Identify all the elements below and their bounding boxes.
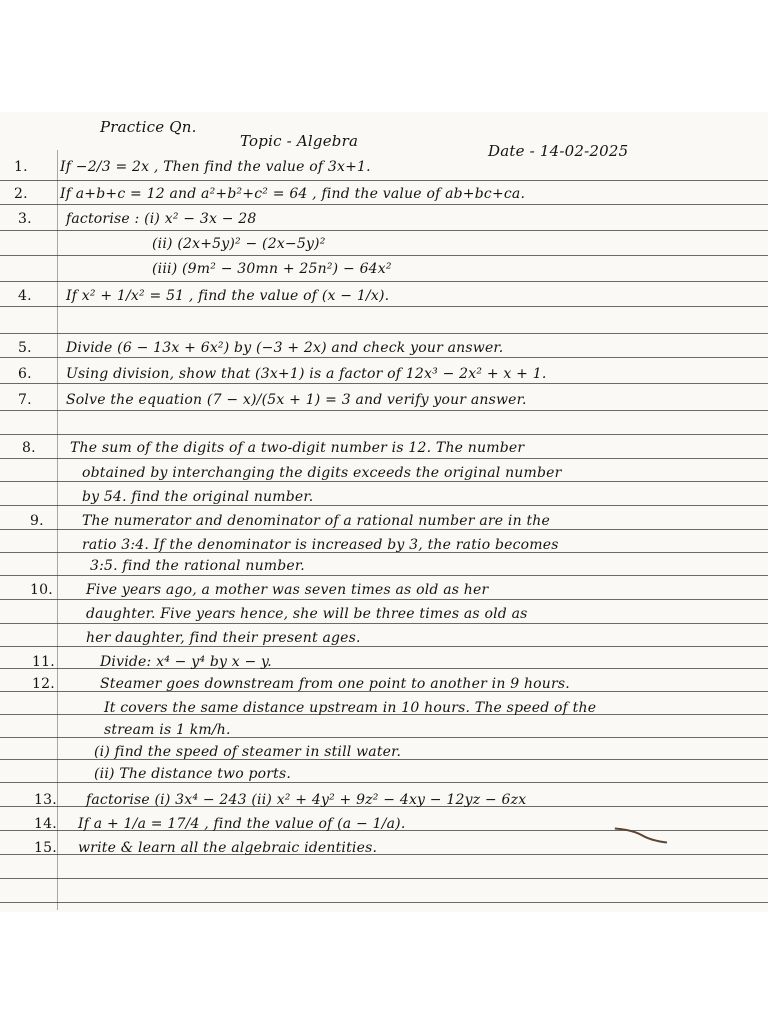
ruled-line xyxy=(0,410,768,411)
question-line: Solve the equation (7 − x)/(5x + 1) = 3 and verify your answer. xyxy=(66,392,527,408)
ruled-line xyxy=(0,180,768,181)
question-line: factorise : (i) x² − 3x − 28 xyxy=(66,211,257,227)
ruled-line xyxy=(0,646,768,647)
ruled-line xyxy=(0,255,768,256)
question-line: If x² + 1/x² = 51 , find the value of (x − 1/x). xyxy=(66,288,390,304)
question-number: 3. xyxy=(18,211,32,227)
question-number: 9. xyxy=(30,513,44,529)
margin-line xyxy=(57,150,58,910)
question-line: her daughter, find their present ages. xyxy=(86,630,361,646)
question-line: The numerator and denominator of a rational number are in the xyxy=(82,513,550,529)
question-line: If −2/3 = 2x , Then find the value of 3x+1. xyxy=(60,159,371,175)
question-line: Divide: x⁴ − y⁴ by x − y. xyxy=(100,654,272,670)
ruled-line xyxy=(0,505,768,506)
question-line: daughter. Five years hence, she will be three times as old as xyxy=(86,606,528,622)
question-line: ratio 3:4. If the denominator is increased by 3, the ratio becomes xyxy=(82,537,559,553)
question-number: 12. xyxy=(32,676,55,692)
ruled-line xyxy=(0,529,768,530)
question-number: 2. xyxy=(14,186,28,202)
question-number: 15. xyxy=(34,840,57,856)
ruled-line xyxy=(0,357,768,358)
ruled-line xyxy=(0,281,768,282)
question-number: 1. xyxy=(14,159,28,175)
question-line: It covers the same distance upstream in 10 hours. The speed of the xyxy=(104,700,597,716)
question-number: 8. xyxy=(22,440,36,456)
question-line: If a+b+c = 12 and a²+b²+c² = 64 , find the value of ab+bc+ca. xyxy=(60,186,526,202)
ruled-line xyxy=(0,458,768,459)
question-number: 14. xyxy=(34,816,57,832)
question-number: 7. xyxy=(18,392,32,408)
question-line: (i) find the speed of steamer in still water. xyxy=(94,744,402,760)
question-line: (ii) (2x+5y)² − (2x−5y)² xyxy=(152,236,326,252)
page-bottom-margin xyxy=(0,912,768,1024)
question-line: factorise (i) 3x⁴ − 243 (ii) x² + 4y² + 9z² − 4xy − 12yz − 6zx xyxy=(86,792,527,808)
ruled-line xyxy=(0,481,768,482)
question-line: The sum of the digits of a two-digit number is 12. The number xyxy=(70,440,525,456)
ruled-line xyxy=(0,230,768,231)
question-number: 11. xyxy=(32,654,55,670)
ruled-line xyxy=(0,434,768,435)
ruled-line xyxy=(0,204,768,205)
ruled-line xyxy=(0,599,768,600)
question-number: 10. xyxy=(30,582,53,598)
question-line: Five years ago, a mother was seven times as old as her xyxy=(86,582,489,598)
question-line: by 54. find the original number. xyxy=(82,489,314,505)
date-label: Date - 14-02-2025 xyxy=(488,142,629,160)
question-line: (ii) The distance two ports. xyxy=(94,766,292,782)
practice-label: Practice Qn. xyxy=(100,118,197,136)
question-line: 3:5. find the rational number. xyxy=(90,558,305,574)
question-line: Divide (6 − 13x + 6x²) by (−3 + 2x) and check your answer. xyxy=(66,340,504,356)
question-line: Using division, show that (3x+1) is a factor of 12x³ − 2x² + x + 1. xyxy=(66,366,547,382)
ruled-line xyxy=(0,878,768,879)
topic-label: Topic - Algebra xyxy=(240,132,359,150)
ruled-line xyxy=(0,575,768,576)
ruled-line xyxy=(0,306,768,307)
ruled-line xyxy=(0,333,768,334)
question-line: Steamer goes downstream from one point to another in 9 hours. xyxy=(100,676,570,692)
ruled-line xyxy=(0,902,768,903)
question-line: If a + 1/a = 17/4 , find the value of (a − 1/a). xyxy=(78,816,406,832)
question-number: 6. xyxy=(18,366,32,382)
ruled-line xyxy=(0,623,768,624)
question-number: 13. xyxy=(34,792,57,808)
question-number: 5. xyxy=(18,340,32,356)
question-line: obtained by interchanging the digits exceeds the original number xyxy=(82,465,562,481)
question-number: 4. xyxy=(18,288,32,304)
question-line: write & learn all the algebraic identities. xyxy=(78,840,378,856)
ruled-line xyxy=(0,383,768,384)
ruled-line xyxy=(0,782,768,783)
question-line: stream is 1 km/h. xyxy=(104,722,231,738)
question-line: (iii) (9m² − 30mn + 25n²) − 64x² xyxy=(152,261,392,277)
